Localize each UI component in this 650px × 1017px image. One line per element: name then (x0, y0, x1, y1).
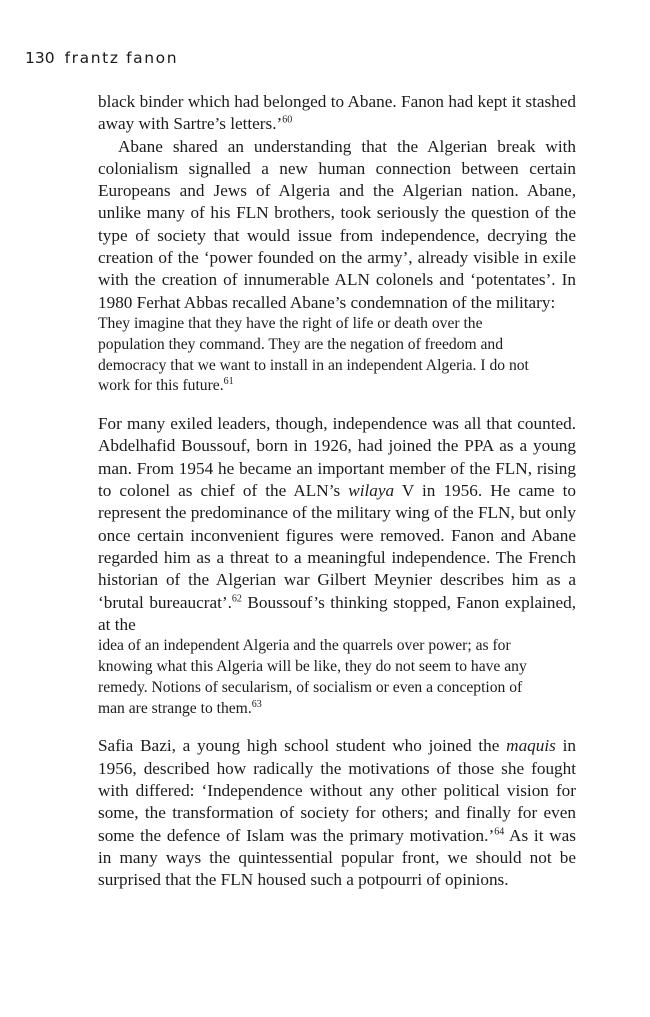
paragraph-4 (98, 735, 576, 891)
paragraph-3-text-a: For many exiled leaders, though, independence was all that counted. Abdelhafid Boussouf, born in 1926, had joined the PPA as a young man. From 1954 he became an important member of the FLN, rising to colonel as chief of the ALN’s (98, 414, 576, 501)
footnote-ref-64[interactable]: 64 (494, 825, 505, 837)
paragraph-3-text-b: V in 1956. He came to represent the predominance of the military wing of the FLN, but only once certain inconvenient figures were removed. Fanon and Abane regarded him as a threat to a meaningful independence. The French historian of the Algerian war Gilbert Meynier describes him as a ‘brutal bureaucrat’. (98, 481, 576, 612)
block-quote-abbas-text: They imagine that they have the right of life or death over the population they command. They are the negation of freedom and democracy that we want to install in an independent Algeria. I do not work for this future. (98, 314, 529, 395)
paragraph-3-text-c: Boussouf’s thinking stopped, Fanon explained, at the (98, 592, 576, 634)
footnote-ref-60[interactable]: 60 (282, 114, 293, 126)
italic-wilaya: wilaya (348, 481, 395, 501)
page-number: 130 (25, 49, 55, 67)
block-quote-abbas (98, 314, 536, 397)
paragraph-3 (98, 413, 576, 636)
paragraph-1-text: black binder which had belonged to Abane. Fanon had kept it stashed away with Sartre’s letters.’ (98, 92, 576, 134)
footnote-ref-62[interactable]: 62 (231, 592, 242, 604)
footnote-ref-61[interactable]: 61 (223, 376, 234, 388)
paragraph-4-text-c: As it was in many ways the quintessential popular front, we should not be surprised that the FLN housed such a potpourri of opinions. (98, 825, 576, 890)
paragraph-2: Abane shared an understanding that the Algerian break with colonialism signalled a new human connection between certain Europeans and Jews of Algeria and the Algerian nation. Abane, unlike many of his FLN brothers, took seriously the question of the type of society that would issue from independence, decrying the creation of the ‘power founded on the army’, already visible in exile with the creation of innumerable ALN colonels and ‘potentates’. In 1980 Ferhat Abbas recalled Abane’s condemnation of the military: (98, 136, 576, 312)
block-quote-fanon-text: idea of an independent Algeria and the quarrels over power; as for knowing what this Algeria will be like, they do not seem to have any remedy. Notions of secularism, of socialism or even a conception of man are strange to them. (98, 637, 527, 717)
block-quote-fanon (98, 636, 536, 719)
main-text (98, 91, 576, 891)
running-title: frantz fanon (64, 49, 179, 67)
italic-maquis: maquis (506, 736, 556, 756)
paragraph-4-text-b: in 1956, described how radically the motivations of those she fought with differed: ‘Independence without any other political vision for some, the transformation of society for others; and finally for even some the defence of Islam was the primary motivation.’ (98, 736, 576, 845)
paragraph-1 (98, 91, 576, 136)
running-header (25, 49, 178, 67)
footnote-ref-63[interactable]: 63 (251, 698, 262, 710)
paragraph-4-text-a: Safia Bazi, a young high school student who joined the (98, 736, 507, 756)
